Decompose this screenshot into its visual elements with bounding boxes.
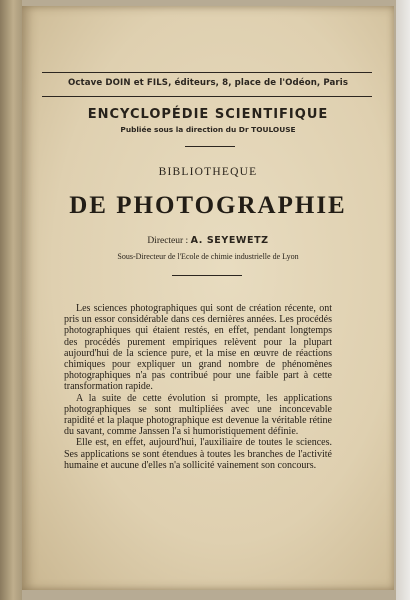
publisher-rule	[42, 96, 372, 97]
book-spine	[0, 0, 22, 600]
director-line	[22, 235, 394, 246]
director-label: Directeur :	[147, 236, 189, 246]
body-text	[64, 303, 332, 471]
main-title: DE PHOTOGRAPHIE	[69, 192, 347, 219]
sub-director-line: Sous-Directeur de l'Ecole de chimie industrielle de Lyon	[117, 252, 299, 261]
director-name: A. SEYEWETZ	[190, 235, 269, 246]
top-rule	[42, 72, 372, 73]
library-label: BIBLIOTHEQUE	[158, 166, 258, 178]
title-divider	[172, 275, 242, 276]
publisher-line: Octave DOIN et FILS, éditeurs, 8, place de l'Odéon, Paris	[67, 78, 349, 88]
paragraph: Elle est, en effet, aujourd'hui, l'auxiliaire de toutes le sciences. Ses applications se sont étendues à toutes les branches de l'activité humaine et aucune d'elles n'a sollicité vainement son concours.	[64, 437, 332, 471]
title-page	[22, 6, 394, 590]
series-title: ENCYCLOPÉDIE SCIENTIFIQUE	[87, 107, 329, 122]
page-edge-background	[396, 0, 410, 600]
series-subtitle: Publiée sous la direction du Dr TOULOUSE	[120, 125, 296, 134]
paragraph: Les sciences photographiques qui sont de création récente, ont pris un essor considérable dans ces dernières années. Les procédés photographiques qui étaient restés, en effet, pendant longtemps des procédés purement empiriques relèvent pour la plupart aujourd'hui de la science pure, et la mise en œuvre de réactions chimiques pour expliquer un grand nombre de phénomènes photographiques n'a pas contribué pour une faible part à cette transformation rapide.	[64, 303, 332, 393]
paragraph: A la suite de cette évolution si prompte, les applications photographiques se sont multipliées avec une inconcevable rapidité et la plaque photographique est devenue la véritable rétine du savant, comme Janssen l'a si humoristiquement définie.	[64, 392, 332, 438]
series-divider	[185, 146, 235, 147]
